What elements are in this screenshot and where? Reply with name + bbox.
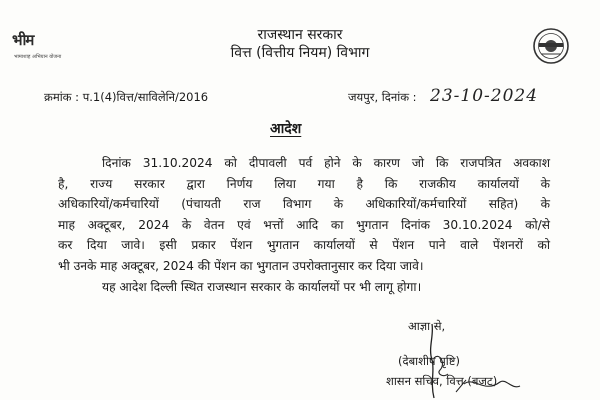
place-date-label: जयपुर, दिनांक :	[348, 90, 417, 104]
paragraph-line: कर दिया जावे। इसी प्रकार पेंशन भुगतान कार्यालयों से पेंशन पाने वाले पेंशनरों को	[58, 238, 550, 252]
signatory-name: (देबाशीष पृष्टि)	[398, 354, 460, 368]
paragraph-line: दिनांक 31.10.2024 को दीपावली पर्व होने के कारण जो कि राजपत्रित अवकाश	[102, 156, 550, 170]
order-title: आदेश	[270, 121, 302, 137]
government-name: राजस्थान सरकार	[257, 27, 343, 43]
handwritten-signature	[404, 318, 524, 400]
bhim-logo	[8, 30, 70, 66]
paragraph-line: माह अक्टूबर, 2024 के वेतन एवं भत्तों आदि का भुगतान दिनांक 30.10.2024 को/से	[58, 217, 550, 232]
department-name: वित्त (वित्तीय नियम) विभाग	[230, 45, 370, 61]
handwritten-date: 23-10-2024	[430, 86, 539, 106]
bhim-logo-text: भीम	[12, 31, 34, 49]
paragraph-line: है, राज्य सरकार द्वारा निर्णय लिया गया है कि राजकीय कार्यालयों के	[58, 176, 550, 191]
department-emblem-icon	[526, 26, 576, 66]
signatory-designation: शासन सचिव, वित्त (बजट)	[386, 374, 498, 388]
bhim-logo-tagline: भामाशाह अभियान योजना	[14, 54, 62, 60]
by-order-text: आज्ञा से,	[408, 319, 446, 333]
order-paragraph-2: यह आदेश दिल्ली स्थित राजस्थान सरकार के कार्यालयों पर भी लागू होगा।	[102, 280, 422, 294]
paragraph-line: अधिकारियों/कर्मचारियों (पंचायती राज विभाग के अधिकारियों/कर्मचारियों सहित) के	[58, 197, 550, 211]
paragraph-line: भी उनके माह अक्टूबर, 2024 की पेंशन का भुगतान उपरोक्तानुसार कर दिया जावे।	[58, 258, 424, 273]
order-paragraph-1	[58, 153, 550, 276]
letterhead	[150, 26, 450, 62]
reference-number: क्रमांक : प.1(4)वित्त/साविलेनि/2016	[44, 90, 209, 104]
